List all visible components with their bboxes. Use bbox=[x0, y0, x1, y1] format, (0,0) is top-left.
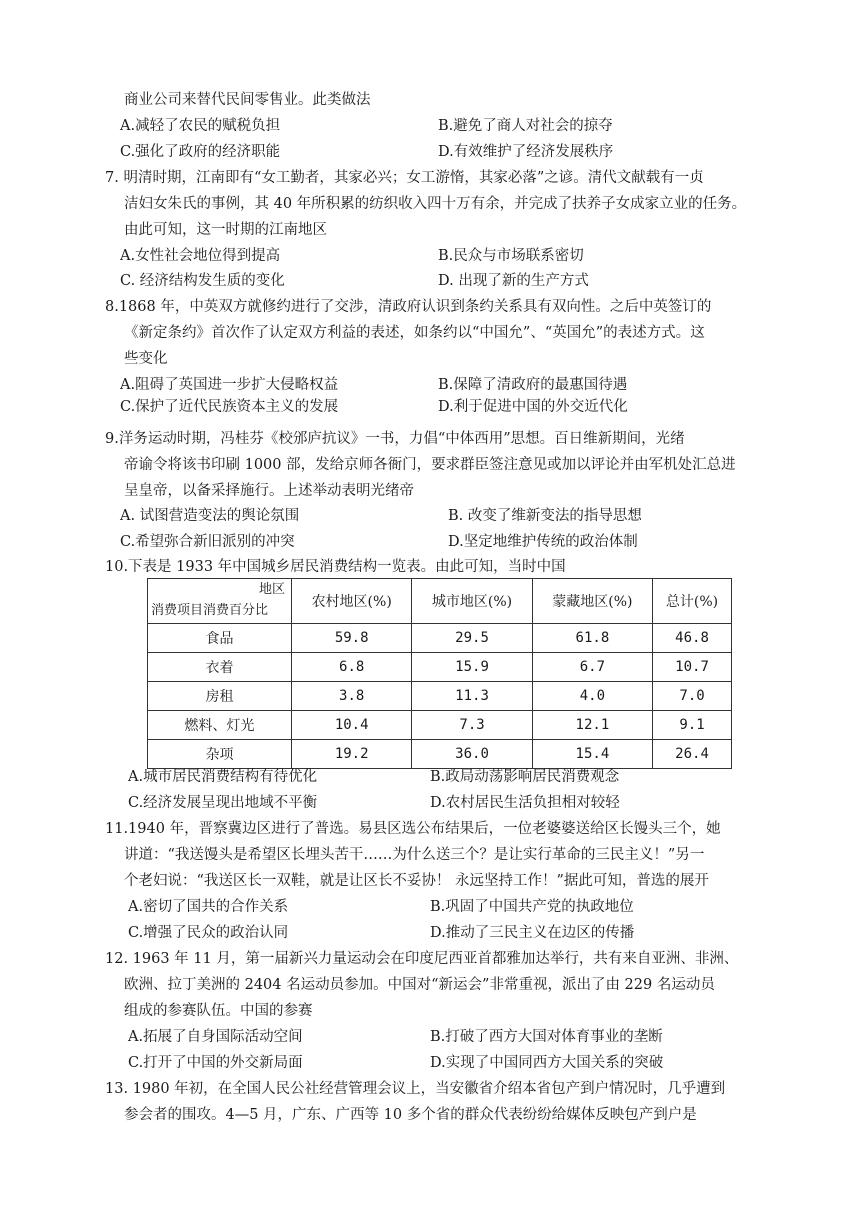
row-label: 衣着 bbox=[148, 653, 292, 682]
q11-option-a[interactable]: A.密切了国共的合作关系 bbox=[128, 899, 289, 915]
row-label: 杂项 bbox=[148, 740, 292, 769]
table-cell: 10.4 bbox=[292, 711, 412, 740]
table-cell: 6.8 bbox=[292, 653, 412, 682]
table-row bbox=[148, 653, 732, 682]
table-cell: 7.0 bbox=[653, 682, 732, 711]
table-header-row bbox=[148, 579, 732, 624]
q8-option-a[interactable]: A.阻碍了英国进一步扩大侵略权益 bbox=[120, 377, 339, 393]
q8-stem-line-3: 些变化 bbox=[124, 351, 168, 367]
q7-stem-line-2: 洁妇女朱氏的事例，其 40 年所积累的纺织收入四十万有余，并完成了扶养子女成家立业的任务。 bbox=[124, 196, 747, 212]
q12-option-a[interactable]: A.拓展了自身国际活动空间 bbox=[128, 1029, 303, 1045]
q10-stem-line-1: 10.下表是 1933 年中国城乡居民消费结构一览表。由此可知，当时中国 bbox=[105, 559, 566, 575]
column-header: 总计(%) bbox=[653, 579, 732, 624]
q9-option-d[interactable]: D.坚定地维护传统的政治体制 bbox=[448, 534, 638, 550]
q7-stem-line-1: 7. 明清时期，江南即有“女工勤者，其家必兴；女工游惰，其家必落”之谚。清代文献载有一贞 bbox=[105, 170, 704, 186]
table-corner-cell bbox=[148, 579, 292, 624]
q11-option-d[interactable]: D.推动了三民主义在边区的传播 bbox=[430, 925, 635, 941]
q11-option-c[interactable]: C.增强了民众的政治认同 bbox=[128, 925, 289, 941]
q9-option-a[interactable]: A. 试图营造变法的舆论氛围 bbox=[120, 508, 300, 524]
q11-stem-line-3: 个老妇说：“我送区长一双鞋，就是让区长不妥协！ 永远坚持工作！”据此可知，普选的展开 bbox=[124, 873, 709, 889]
q10-option-a[interactable]: A.城市居民消费结构有待优化 bbox=[128, 769, 318, 785]
table-cell: 61.8 bbox=[532, 624, 652, 653]
q9-option-c[interactable]: C.希望弥合新旧派别的冲突 bbox=[120, 534, 295, 550]
q8-stem-line-1: 8.1868 年，中英双方就修约进行了交涉，清政府认识到条约关系具有双向性。之后中英签订的 bbox=[105, 299, 712, 315]
q13-stem-line-1: 13. 1980 年初，在全国人民公社经营管理会议上，当安徽省介绍本省包产到户情况时，几乎遭到 bbox=[105, 1081, 726, 1097]
row-label: 房租 bbox=[148, 682, 292, 711]
corner-label-item: 消费项目消费百分比 bbox=[151, 603, 269, 618]
q8-option-d[interactable]: D.利于促进中国的外交近代化 bbox=[438, 399, 628, 415]
table-cell: 19.2 bbox=[292, 740, 412, 769]
table-cell: 26.4 bbox=[653, 740, 732, 769]
table-cell: 9.1 bbox=[653, 711, 732, 740]
table-row bbox=[148, 740, 732, 769]
q12-stem-line-3: 组成的参赛队伍。中国的参赛 bbox=[124, 1003, 313, 1019]
row-label: 食品 bbox=[148, 624, 292, 653]
q11-stem-line-2: 讲道：“我送馒头是希望区长埋头苦干……为什么送三个？是让实行革命的三民主义！”另一 bbox=[124, 847, 705, 863]
table-cell: 11.3 bbox=[412, 682, 532, 711]
column-header: 城市地区(%) bbox=[412, 579, 532, 624]
q8-option-b[interactable]: B.保障了清政府的最惠国待遇 bbox=[438, 377, 628, 393]
q10-option-d[interactable]: D.农村居民生活负担相对较轻 bbox=[430, 795, 620, 811]
q12-stem-line-2: 欧洲、拉丁美洲的 2404 名运动员参加。中国对“新运会”非常重视，派出了由 229 名运动员 bbox=[124, 977, 715, 993]
table-row bbox=[148, 682, 732, 711]
q9-stem-line-3: 呈皇帝，以备采择施行。上述举动表明光绪帝 bbox=[124, 483, 414, 499]
q10-option-c[interactable]: C.经济发展呈现出地域不平衡 bbox=[128, 795, 318, 811]
table-cell: 4.0 bbox=[532, 682, 652, 711]
table-row bbox=[148, 624, 732, 653]
q6-option-d[interactable]: D.有效维护了经济发展秩序 bbox=[438, 144, 614, 160]
table-row bbox=[148, 711, 732, 740]
table-cell: 7.3 bbox=[412, 711, 532, 740]
q7-option-d[interactable]: D. 出现了新的生产方式 bbox=[438, 273, 589, 289]
table-cell: 36.0 bbox=[412, 740, 532, 769]
q8-option-c[interactable]: C.保护了近代民族资本主义的发展 bbox=[120, 399, 339, 415]
q12-option-b[interactable]: B.打破了西方大国对体育事业的垄断 bbox=[430, 1029, 663, 1045]
q7-option-a[interactable]: A.女性社会地位得到提高 bbox=[120, 248, 281, 264]
corner-label-region: 地区 bbox=[258, 582, 285, 597]
q7-option-c[interactable]: C. 经济结构发生质的变化 bbox=[120, 273, 285, 289]
q10-option-b[interactable]: B.政局动荡影响居民消费观念 bbox=[430, 769, 620, 785]
table-cell: 46.8 bbox=[653, 624, 732, 653]
column-header: 农村地区(%) bbox=[292, 579, 412, 624]
table-cell: 10.7 bbox=[653, 653, 732, 682]
table-cell: 15.4 bbox=[532, 740, 652, 769]
q9-stem-line-1: 9.洋务运动时期，冯桂芬《校邠庐抗议》一书，力倡“中体西用”思想。百日维新期间，光绪 bbox=[105, 431, 685, 447]
q8-stem-line-2: 《新定条约》首次作了认定双方利益的表述，如条约以“中国允”、“英国允”的表述方式。这 bbox=[124, 325, 705, 341]
q7-option-b[interactable]: B.民众与市场联系密切 bbox=[438, 248, 584, 264]
q6-option-a[interactable]: A.减轻了农民的赋税负担 bbox=[120, 118, 281, 134]
table-cell: 12.1 bbox=[532, 711, 652, 740]
q6-stem-continuation: 商业公司来替代民间零售业。此类做法 bbox=[124, 92, 371, 108]
table-cell: 15.9 bbox=[412, 653, 532, 682]
table-cell: 6.7 bbox=[532, 653, 652, 682]
q6-option-c[interactable]: C.强化了政府的经济职能 bbox=[120, 144, 281, 160]
q12-stem-line-1: 12. 1963 年 11 月，第一届新兴力量运动会在印度尼西亚首都雅加达举行，共有来自亚洲、非洲、 bbox=[105, 951, 739, 967]
q6-option-b[interactable]: B.避免了商人对社会的掠夺 bbox=[438, 118, 613, 134]
q9-stem-line-2: 帝谕令将该书印刷 1000 部，发给京师各衙门，要求群臣签注意见或加以评论并由军机处汇总进 bbox=[124, 457, 736, 473]
table-cell: 29.5 bbox=[412, 624, 532, 653]
q7-stem-line-3: 由此可知，这一时期的江南地区 bbox=[124, 222, 327, 238]
table-cell: 3.8 bbox=[292, 682, 412, 711]
q12-option-d[interactable]: D.实现了中国同西方大国关系的突破 bbox=[430, 1055, 664, 1071]
row-label: 燃料、灯光 bbox=[148, 711, 292, 740]
table-cell: 59.8 bbox=[292, 624, 412, 653]
consumption-structure-table bbox=[147, 578, 732, 769]
q11-stem-line-1: 11.1940 年，晋察冀边区进行了普选。易县区选公布结果后，一位老婆婆送给区长馒头三个，她 bbox=[105, 821, 721, 837]
q13-stem-line-2: 参会者的围攻。4—5 月，广东、广西等 10 多个省的群众代表纷纷给媒体反映包产到户是 bbox=[124, 1107, 697, 1123]
q9-option-b[interactable]: B. 改变了维新变法的指导思想 bbox=[448, 508, 642, 524]
q11-option-b[interactable]: B.巩固了中国共产党的执政地位 bbox=[430, 899, 634, 915]
column-header: 蒙藏地区(%) bbox=[532, 579, 652, 624]
q12-option-c[interactable]: C.打开了中国的外交新局面 bbox=[128, 1055, 303, 1071]
